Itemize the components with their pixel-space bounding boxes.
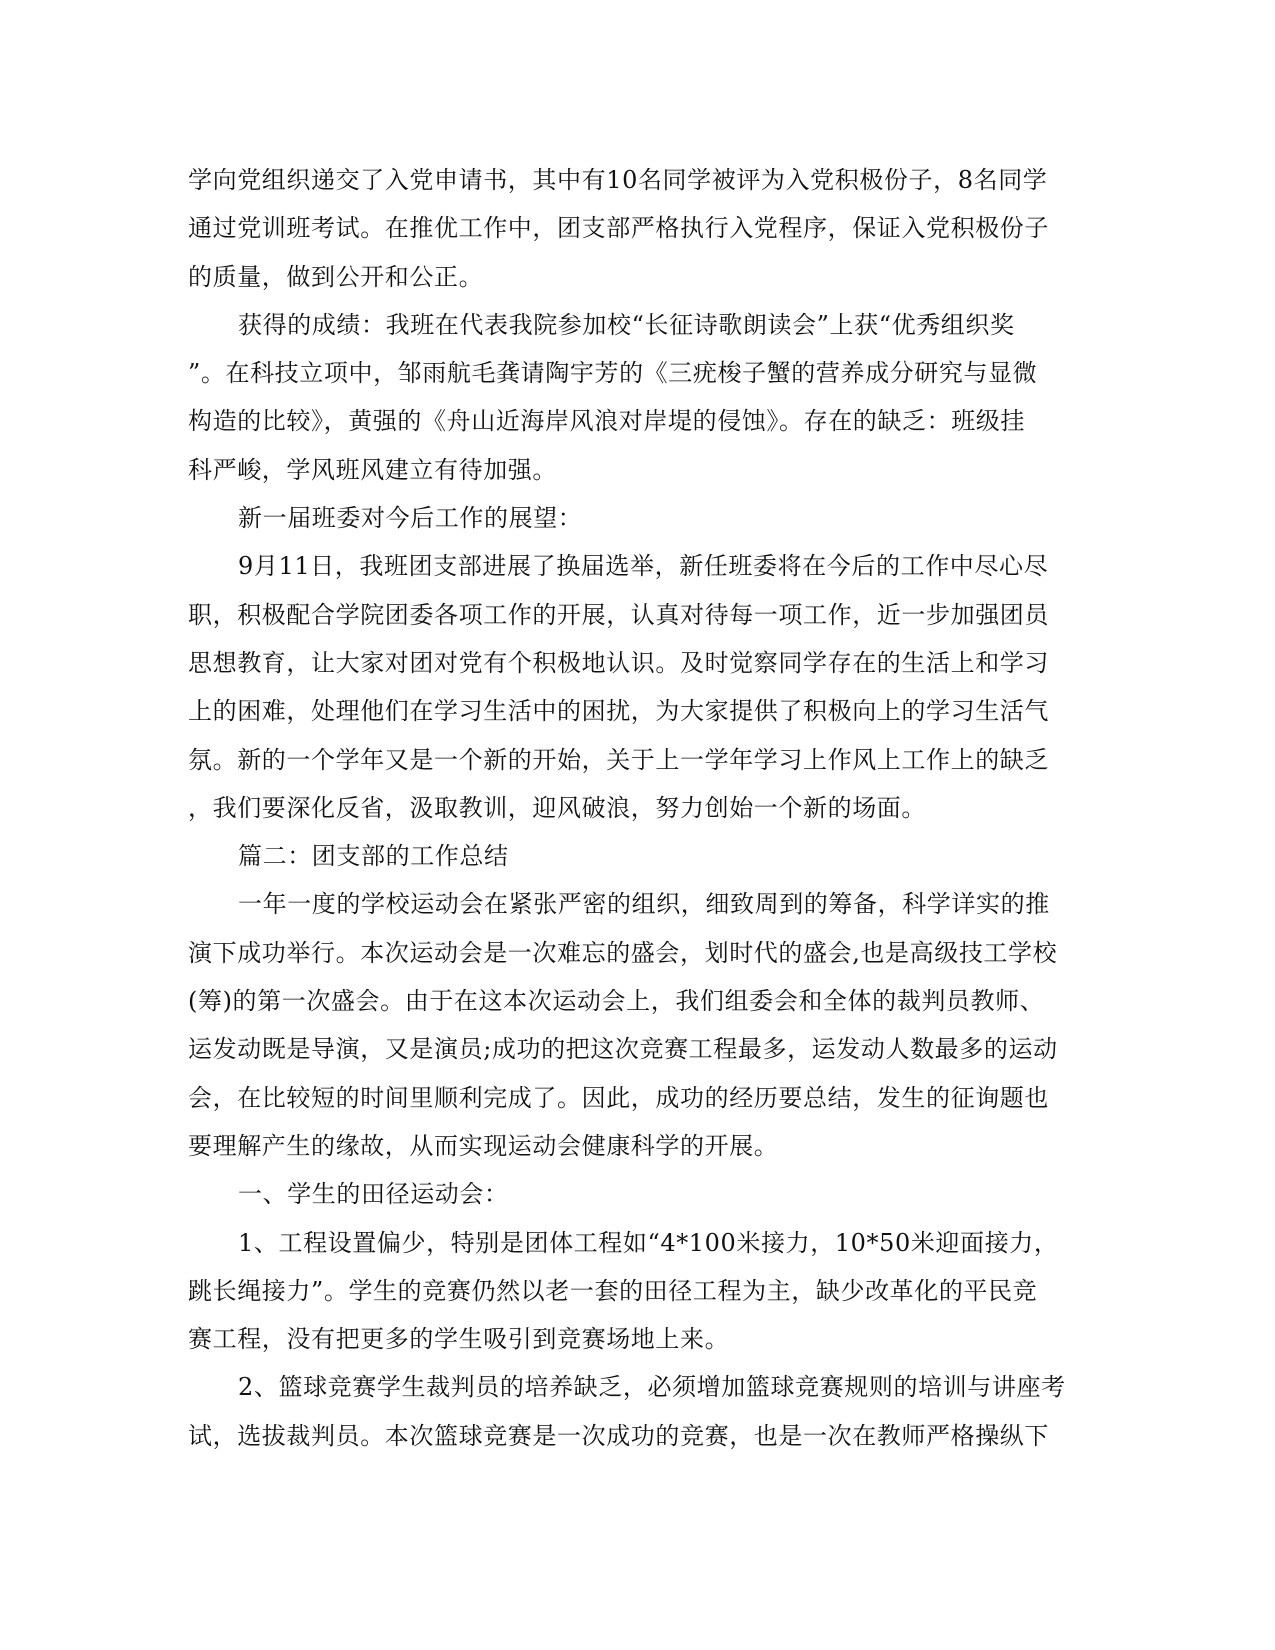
- text-line: 要理解产生的缘故，从而实现运动会健康科学的开展。: [188, 1131, 779, 1160]
- paragraph-start-line: 2、篮球竞赛学生裁判员的培养缺乏，必须增加篮球竞赛规则的培训与讲座考: [238, 1373, 1066, 1402]
- section-heading: 一、学生的田径运动会：: [238, 1180, 509, 1209]
- text-line: 上的困难，处理他们在学习生活中的困扰，为大家提供了积极向上的学习生活气: [188, 697, 1049, 726]
- text-line: 思想教育，让大家对团对党有个积极地认识。及时觉察同学存在的生活上和学习: [188, 648, 1049, 677]
- text-line: 的质量，做到公开和公正。: [188, 262, 484, 291]
- document-body: [188, 156, 1088, 1460]
- text-line: ”。在科技立项中，邹雨航毛龚请陶宇芳的《三疣梭子蟹的营养成分研究与显微: [188, 359, 1038, 388]
- text-line: 跳长绳接力”。学生的竞赛仍然以老一套的田径工程为主，缺少改革化的平民竞: [188, 1276, 1038, 1305]
- section-heading: 篇二：团支部的工作总结: [238, 842, 509, 871]
- text-line: ，我们要深化反省，汲取教训，迎风破浪，努力创始一个新的场面。: [188, 793, 926, 822]
- text-line: 构造的比较》，黄强的《舟山近海岸风浪对岸堤的侵蚀》。存在的缺乏：班级挂: [188, 407, 1025, 436]
- paragraph-start-line: 一年一度的学校运动会在紧张严密的组织，细致周到的筹备，科学详实的推: [238, 890, 1050, 919]
- text-line: 赛工程，没有把更多的学生吸引到竞赛场地上来。: [188, 1325, 730, 1354]
- paragraph-start-line: 获得的成绩：我班在代表我院参加校“长征诗歌朗读会”上获“优秀组织奖: [238, 310, 1015, 339]
- section-heading: 新一届班委对今后工作的展望：: [238, 504, 583, 533]
- text-line: 学向党组织递交了入党申请书，其中有10名同学被评为入党积极份子，8名同学: [188, 166, 1048, 194]
- text-line: 氛。新的一个学年又是一个新的开始，关于上一学年学习上作风上工作上的缺乏: [188, 745, 1049, 774]
- text-line: 演下成功举行。本次运动会是一次难忘的盛会，划时代的盛会,也是高级技工学校: [188, 938, 1058, 967]
- text-line: 会，在比较短的时间里顺利完成了。因此，成功的经历要总结，发生的征询题也: [188, 1083, 1049, 1112]
- text-line: (筹)的第一次盛会。由于在这本次运动会上，我们组委会和全体的裁判员教师、: [188, 987, 1045, 1016]
- text-line: 运发动既是导演，又是演员;成功的把这次竞赛工程最多，运发动人数最多的运动: [188, 1035, 1058, 1064]
- text-line: 职，积极配合学院团委各项工作的开展，认真对待每一项工作，近一步加强团员: [188, 600, 1049, 629]
- text-line: 通过党训班考试。在推优工作中，团支部严格执行入党程序，保证入党积极份子: [188, 214, 1049, 243]
- text-line: 试，选拔裁判员。本次篮球竞赛是一次成功的竞赛，也是一次在教师严格操纵下: [188, 1421, 1049, 1450]
- text-line: 科严峻，学风班风建立有待加强。: [188, 455, 557, 484]
- paragraph-start-line: 1、工程设置偏少，特别是团体工程如“4*100米接力，10*50米迎面接力，: [238, 1228, 1059, 1257]
- paragraph-start-line: 9月11日，我班团支部进展了换届选举，新任班委将在今后的工作中尽心尽: [238, 552, 1049, 581]
